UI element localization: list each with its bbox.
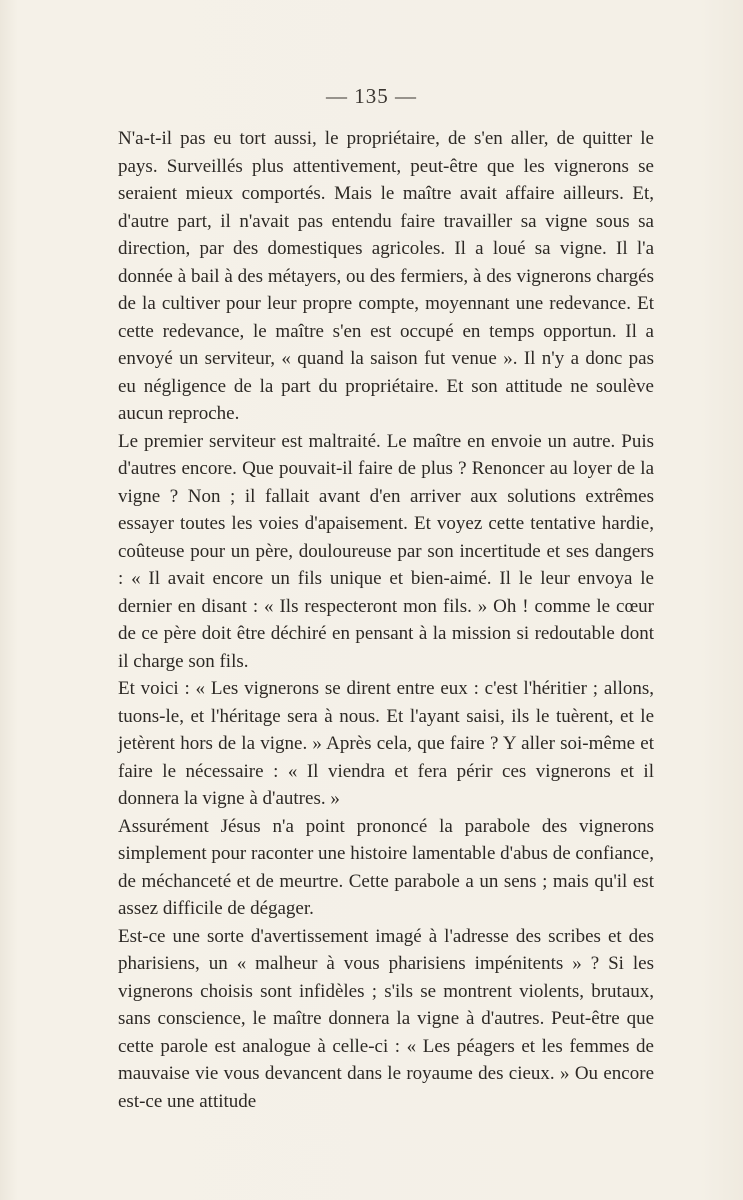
body-text (118, 125, 654, 1115)
paragraph-2: Le premier serviteur est maltraité. Le maître en envoie un autre. Puis d'autres encore. Que pouvait-il faire de plus ? Renoncer au loyer de la vigne ? Non ; il fallait avant d'en arriver aux solutions extrêmes essayer toutes les voies d'apaisement. Et voyez cette tentative hardie, coûteuse pour un père, douloureuse par son incertitude et ses dangers : « Il avait encore un fils unique et bien-aimé. Il le leur envoya le dernier en disant : « Ils respecteront mon fils. » Oh ! comme le cœur de ce père doit être déchiré en pensant à la mission si redoutable dont il charge son fils. (118, 430, 654, 672)
paragraph-3: Et voici : « Les vignerons se dirent entre eux : c'est l'héritier ; allons, tuons-le, et l'héritage sera à nous. Et l'ayant saisi, ils le tuèrent, et le jetèrent hors de la vigne. » Après cela, que faire ? Y aller soi-même et faire le nécessaire : « Il viendra et fera périr ces vignerons et il donnera la vigne à d'autres. » (118, 678, 654, 809)
paragraph-1: N'a-t-il pas eu tort aussi, le propriétaire, de s'en aller, de quitter le pays. Surveillés plus attentivement, peut-être que les vignerons se seraient mieux comportés. Mais le maître avait affaire ailleurs. Et, d'autre part, il n'avait pas entendu faire travailler sa vigne sous sa direction, par des domestiques agricoles. Il a loué sa vigne. Il l'a donnée à bail à des métayers, ou des fermiers, à des vignerons chargés de la cultiver pour leur propre compte, moyennant une redevance. Et cette redevance, le maître s'en est occupé en temps opportun. Il a envoyé un serviteur, « quand la saison fut venue ». Il n'y a donc pas eu négligence de la part du propriétaire. Et son attitude ne soulève aucun reproche. (118, 128, 654, 424)
page-number: — 135 — (326, 84, 417, 108)
paragraph-4: Assurément Jésus n'a point prononcé la parabole des vignerons simplement pour raconter une histoire lamentable d'abus de confiance, de méchanceté et de meurtre. Cette parabole a un sens ; mais qu'il est assez difficile de dégager. (118, 815, 654, 919)
paragraph-5: Est-ce une sorte d'avertissement imagé à l'adresse des scribes et des pharisiens, un « malheur à vous pharisiens impénitents » ? Si les vignerons choisis sont infidèles ; s'ils se montrent violents, brutaux, sans conscience, le maître donnera la vigne à d'autres. Peut-être que cette parole est analogue à celle-ci : « Les péagers et les femmes de mauvaise vie vous devancent dans le royaume des cieux. » Ou encore est-ce une attitude (118, 925, 654, 1112)
